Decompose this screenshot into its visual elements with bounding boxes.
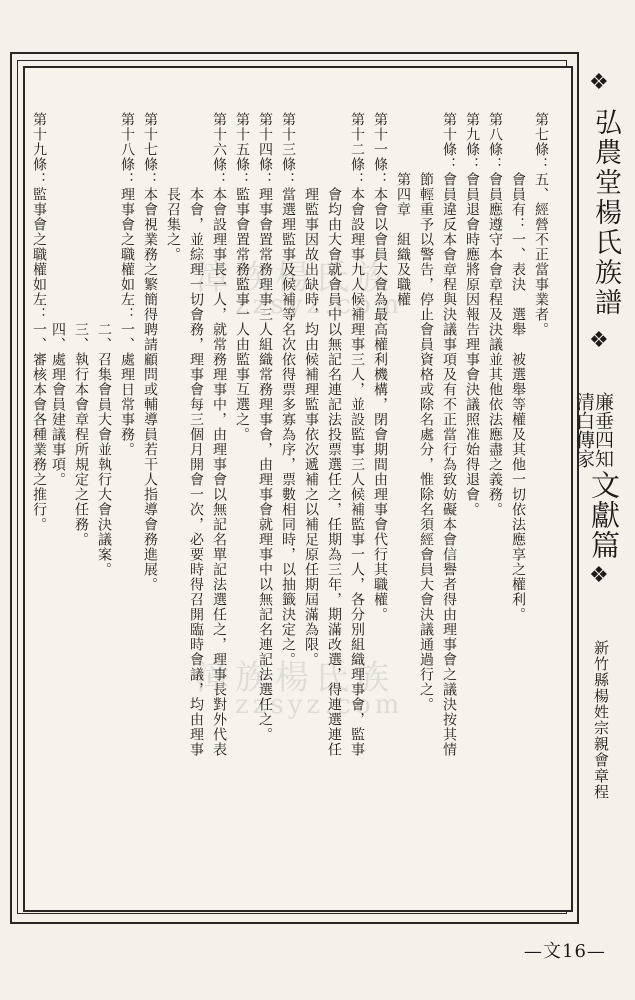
text-column: 三、執行本會章程所規定之任務。 <box>73 112 89 547</box>
section-name: 文獻篇 <box>587 470 621 560</box>
text-column: 第七條：五、經營不正當事業者。 <box>533 112 549 337</box>
motto-left: 清白傳家 <box>573 392 595 468</box>
book-title: 弘農堂楊氏族譜 <box>590 108 621 318</box>
text-column: 二、召集會員大會並執行大會決議案。 <box>96 112 112 577</box>
watermark-url: zzsyz.com <box>235 690 404 720</box>
watermark-text: 漳族楊氏族 <box>195 658 395 698</box>
organization-charter-title: 新竹縣楊姓宗親會章程 <box>592 640 610 800</box>
watermark-text: 漳族楊氏族 <box>195 258 395 298</box>
text-column: 會員有：一、表決 選舉 被選舉等權及其他一切依法應享之權利。 <box>510 112 526 622</box>
chapter-heading: 第四章 組織及職權 <box>395 112 411 307</box>
motto-right: 廉垂四知 <box>592 392 614 468</box>
text-column: 四、處理會員建議事項。 <box>50 112 66 487</box>
text-column: 第十九條：監事會之職權如左：一、審核本會各種業務之推行。 <box>31 112 47 532</box>
diamond-ornament-icon: ❖ <box>589 328 609 353</box>
diamond-ornament-icon: ❖ <box>589 563 609 588</box>
watermark-url: zzsyz.com <box>235 290 404 320</box>
text-column: 第十一條：本會以會員大會為最高權利機構，閉會期間由理事會代行其職權。 <box>372 112 388 622</box>
text-column: 第十六條：本會設理事長一人，就常務理事中，由理事會以無記名單記法選任之，理事長對外代表 <box>211 112 227 757</box>
text-column: 節輕重予以警告，停止會員資格或除名處分，惟除名須經會員大會決議通過行之。 <box>418 112 434 712</box>
text-column: 第十五條：監事會置常務監事一人由監事互選之。 <box>234 112 250 442</box>
text-column: 理監事因故出缺時，均由候補理監事依次遞補之以補足原任期屆滿為限。 <box>303 112 319 667</box>
text-column: 長召集之。 <box>165 112 181 262</box>
text-column: 第十四條：理事會置常務理事三人組織常務理事會，由理事會就理事中以無記名連記法選任之。 <box>257 112 273 742</box>
text-column: 第十二條：本會設理事九人候補理事三人，並設監事三人候補監事一人，各分別組織理事會，監事 <box>349 112 365 757</box>
text-column: 第十八條：理事會之職權如左：一、處理日常事務。 <box>119 112 135 457</box>
text-column: 第十條：會員違反本會章程與決議事項及有不正當行為致妨礙本會信譽者得由理事會之議決按其情 <box>441 112 457 757</box>
text-column: 第八條：會員應遵守本會章程及決議並其他依法應盡之義務。 <box>487 112 503 517</box>
text-column: 第十三條：當選理監事及候補等名次依得票多寡為序，票數相同時，以抽籤決定之。 <box>280 112 296 667</box>
diamond-ornament-icon: ❖ <box>589 70 609 95</box>
text-column: 第九條：會員退會時應將原因報告理事會決議照准始得退會。 <box>464 112 480 517</box>
page-number: —文16— <box>524 941 606 962</box>
text-column: 第十七條：本會視業務之繁簡得聘請顧問或輔導員若干人指導會務進展。 <box>142 112 158 592</box>
text-column: 會均由大會就會員中以無記名連記法投票選任之，任期為三年，期滿改選，得連選連任 <box>326 112 342 757</box>
text-column: 本會，並綜理一切會務，理事會每三個月開會一次，必要時得召開臨時會議，均由理事 <box>188 112 204 757</box>
